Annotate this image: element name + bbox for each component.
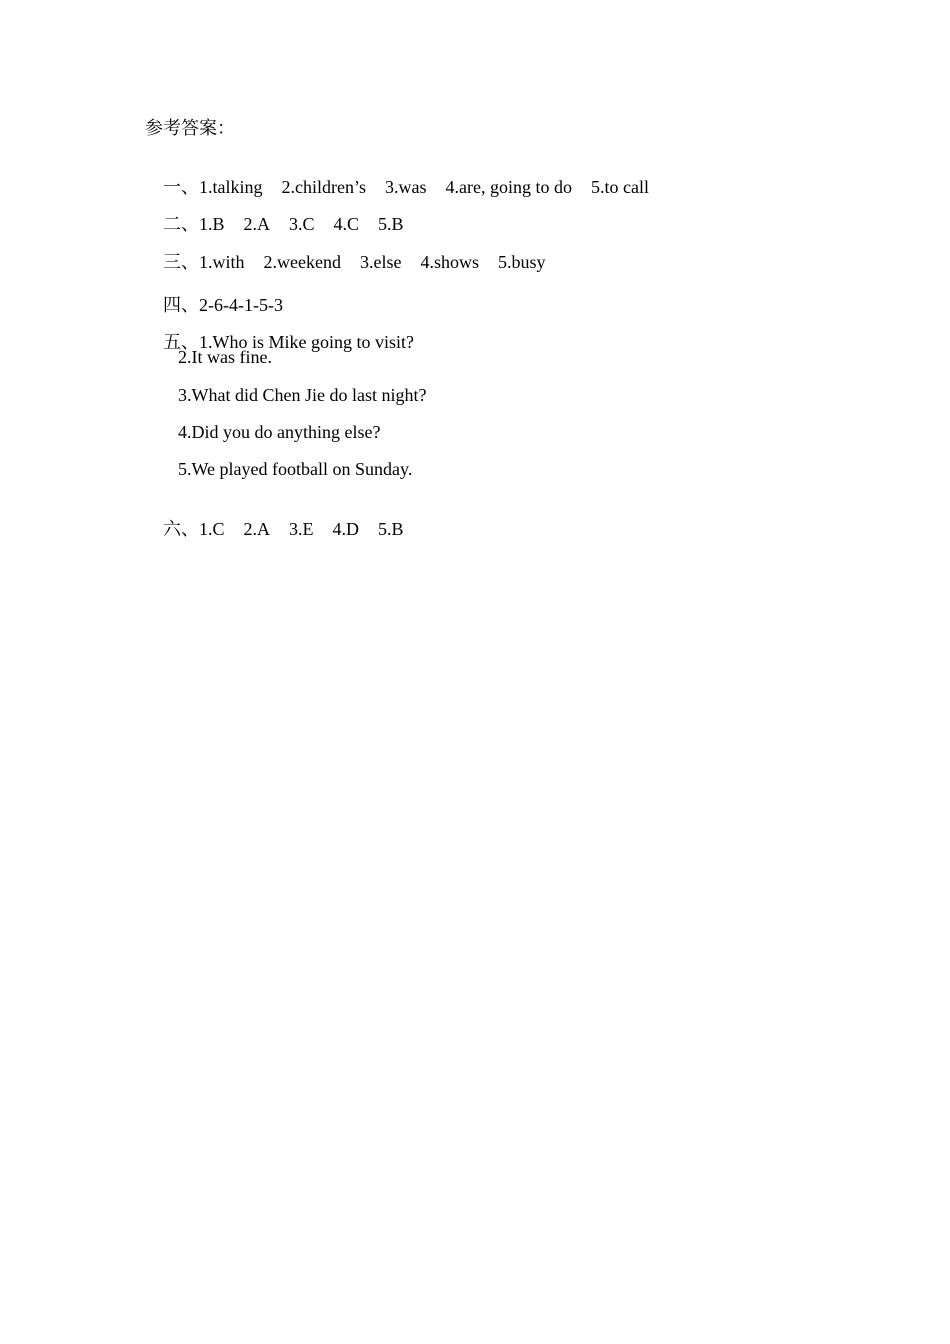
answer-item: 5.We played football on Sunday. (178, 459, 413, 479)
answer-item: 2.weekend (263, 252, 341, 272)
answer-item: 3.What did Chen Jie do last night? (178, 385, 427, 405)
answer-item: 1.talking (199, 177, 263, 197)
answer-item: 4.D (332, 519, 360, 539)
answer-item: 1.with (199, 252, 245, 272)
section-label: 三、 (163, 252, 199, 272)
answer-item: 1.Who is Mike going to visit? (199, 332, 414, 352)
answer-item: 2.It was fine. (178, 347, 272, 367)
answer-item: 5.busy (497, 252, 546, 272)
section-6 (145, 496, 404, 562)
answer-item: 3.was (384, 177, 427, 197)
answer-item: 4.Did you do anything else? (178, 422, 381, 442)
answer-item: 5.to call (590, 177, 649, 197)
answer-item: 2-6-4-1-5-3 (199, 295, 283, 315)
section-label: 二、 (163, 214, 199, 234)
section-label: 一、 (163, 177, 199, 197)
answer-item: 1.C (199, 519, 225, 539)
section-label: 六、 (163, 519, 199, 539)
answer-item: 3.E (289, 519, 314, 539)
answer-item: 2.children’s (281, 177, 366, 197)
answer-item: 2.A (243, 519, 271, 539)
answer-key-title: 参考答案： (145, 118, 235, 138)
answer-item: 4.shows (420, 252, 479, 272)
answer-item: 3.C (289, 214, 315, 234)
answer-item: 1.B (199, 214, 225, 234)
answer-item: 2.A (243, 214, 271, 234)
answer-item: 4.C (333, 214, 360, 234)
answer-item: 3.else (359, 252, 402, 272)
section-label: 四、 (163, 295, 199, 315)
section-label: 五、 (163, 332, 199, 352)
answer-item: 5.B (378, 214, 404, 234)
answer-item: 5.B (378, 519, 404, 539)
answer-item: 4.are, going to do (445, 177, 572, 197)
